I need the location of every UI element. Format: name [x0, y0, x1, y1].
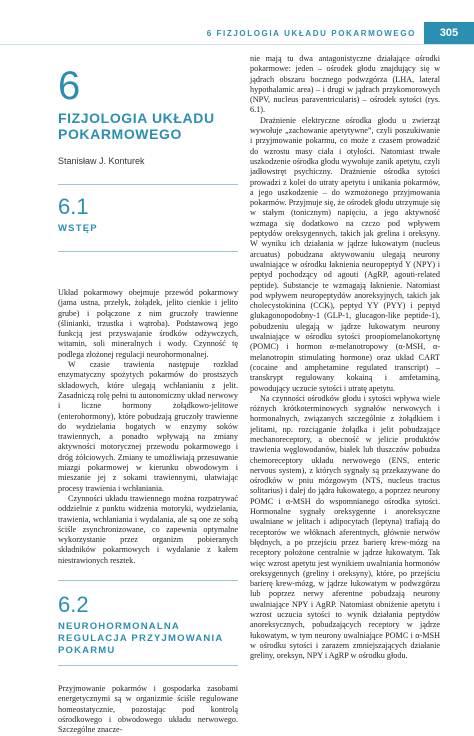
- section-rule: [58, 184, 238, 185]
- right-column: [250, 54, 440, 662]
- header-rule: [0, 44, 474, 45]
- section-rule: [58, 251, 238, 252]
- section-title: WSTĘP: [58, 223, 98, 234]
- paragraph: Drażnienie elektryczne ośrodka głodu u zwierząt wywołuje „zachowanie apetytywne”, czyli poszukiwanie i przyjmowanie pokarmu, co może z czasem prowadzić do wzrostu masy ciała i otyłości. Natomiast trwałe uszkodzenie ośrodka głodu wywołuje zanik apetytu, czyli jadłowstręt psychiczny. Drażnienie ośrodka sytości prowadzi z kolei do utraty apetytu i unikania pokarmów, a jego uszkodzenie – do wzmożonego przyjmowania pokarmów. Przyjmuje się, że ośrodek głodu utrzymuje się w stałym (tonicznym) napięciu, a jego aktywność wzmaga się dodatkowo na czczo pod wpływem peptydów oreksygennych, takich jak grelina i oreksyny. W wyniku ich działania w jądrze łukowatym (nucleus arcuatus) pobudzana aktywowaniu ulegają neurony uwalniające w ośrodku łaknienia neuropeptyd Y (NPY) i peptyd pochodzący od agouti (AgRP, agouti-related peptide). Substancje te wzmagają łaknienie. Natomiast pod wpływem neuropeptydów anoreksyjnych, takich jak cholecystokinina (CCK), peptyd YY (PYY) i peptyd glukagonopodobny-1 (GLP-1, glucagon-like peptide-1), pobudzeniu ulegają w jądrze łukowatym neurony uwalniające w ośrodku sytości proopiomelanokortynę (POMC) i hormon α-melanotropowy (α-MSH, α-melanotropin stimulating hormone) oraz układ CART (cocaine and amphetamine regulated transcript) – transkrypt regulowany kokainą i amfetaminą, powodujący uczucie sytości i utratę apetytu.: [250, 115, 440, 393]
- page-number: 305: [424, 22, 474, 44]
- page-header: [0, 0, 474, 46]
- section-number: 6.2: [58, 592, 89, 618]
- section-number: 6.1: [58, 194, 89, 219]
- paragraph: W czasie trawienia następuje rozkład enzymatyczny spożytych pokarmów do prostszych składowych, które ulegają wchłanianiu z jelit. Zasadniczą rolę pełni tu autonomiczny układ nerwowy i liczne hormony żołądkowo-jelitowe (enterohormony), które pobudzają gruczoły trawienne do wydzielania bogatych w enzymy soków trawiennych, a ponadto wpływają na zmiany aktywności motorycznej przewodu pokarmowego i dróg żółciowych. Zmiany te umożliwiają przesuwanie miazgi pokarmowej w kierunku obwodowym i mieszanie jej z sokami trawiennymi, ułatwiając procesy trawienia i wchłaniania.: [58, 360, 238, 493]
- paragraph: Na czynności ośrodków głodu i sytości wpływa wiele różnych krótkoterminowych sygnałów nerwowych i hormonalnych, związanych szczególnie z żołądkiem i jelitami, np. rozciąganie żołądka i jelit pobudzające mechanoreceptory, a obecność w jelicie produktów trawienia węglowodanów, białek lub tłuszczów pobudza chemoreceptory układu nerwowego (ENS, enteric nervous system), z których sygnały są przekazywane do ośrodków w pniu mózgowym (NTS, nucleus tractus solitarius) i dalej do jądra łukowatego, a poprzez neurony POMC i α-MSH do wspomnianego ośrodka sytości. Hormonalne sygnały oreksygenne i anoreksyczne uwalniane w jelitach i adipocytach (leptyna) trafiają do receptorów we włóknach aferentnych, głównie nerwów błędnych, a po przejściu przez barierę krew-mózg na receptory położone centralnie w jądrze łukowatym. Tak więc wzrost apetytu jest wynikiem uwalniania hormonów oreksygennych (greliny i oreksyny), które, po przejściu barierę krew-mózg, w jądrze łukowatym w podwzgórzu lub poprzez nerwy aferentne pobudzają neurony uwalniające NPY i AgRP. Natomiast obniżenie apetytu i wzrost uczucia sytości to wynik działania peptydów anoreksycznych, pobudzających receptory w jądrze łukowatym, w tym neurony uwalniające POMC i α-MSH w ośrodku sytości i zarazem zmniejszających działanie greliny, oreksyn, NPY i AgRP w ośrodku głodu.: [250, 393, 440, 661]
- paragraph: nie mają tu dwa antagonistyczne działające ośrodki pokarmowe: jeden – ośrodek głodu znajdujący się w jądrach obszaru bocznego podwzgórza (LHA, lateral hypothalamic area) – i drugi w jądrach przykomorowych (NPV, nucleus paraventricularis) – ośrodek sytości (rys. 6.1).: [250, 54, 440, 115]
- author-name: Stanisław J. Konturek: [58, 156, 145, 166]
- chapter-title: FIZJOLOGIA UKŁADU POKARMOWEGO: [58, 110, 215, 142]
- section-rule: [58, 580, 238, 581]
- section-title: NEUROHORMONALNA REGULACJA PRZYJMOWANIA POKARMU: [58, 621, 224, 657]
- section-rule: [58, 665, 238, 666]
- running-header: 6 FIZJOLOGIA UKŁADU POKARMOWEGO: [206, 29, 416, 38]
- paragraph: Układ pokarmowy obejmuje przewód pokarmowy (jama ustna, przełyk, żołądek, jelito cienkie i jelito grube) i połączone z nim gruczoły trawienne (ślinianki, trzustka i wątroba). Podstawową jego funkcją jest przyswajanie środków odżywczych, witamin, soli mineralnych i wody. Czynność tę podlega złożonej regulacji neurohormonalnej.: [58, 288, 238, 359]
- paragraph: Przyjmowanie pokarmów i gospodarka zasobami energetycznymi są w organizmie ściśle regulowane homeostatycznie, pozostając pod kontrolą ośrodkowego i obwodowego układu nerwowego. Szczególne znacze-: [58, 684, 238, 735]
- paragraph: Czynności układu trawiennego można rozpatrywać oddzielnie z punktu widzenia motoryki, wydzielania, trawienia, wchłaniania i wydalania, ale są one ze sobą ściśle zsynchronizowane, co zapewnia optymalne wykorzystanie przez organizm pobieranych składników pokarmowych i wydalanie z kałem niestrawionych resztek.: [58, 493, 238, 565]
- left-column: [58, 50, 238, 736]
- chapter-number: 6: [58, 64, 81, 108]
